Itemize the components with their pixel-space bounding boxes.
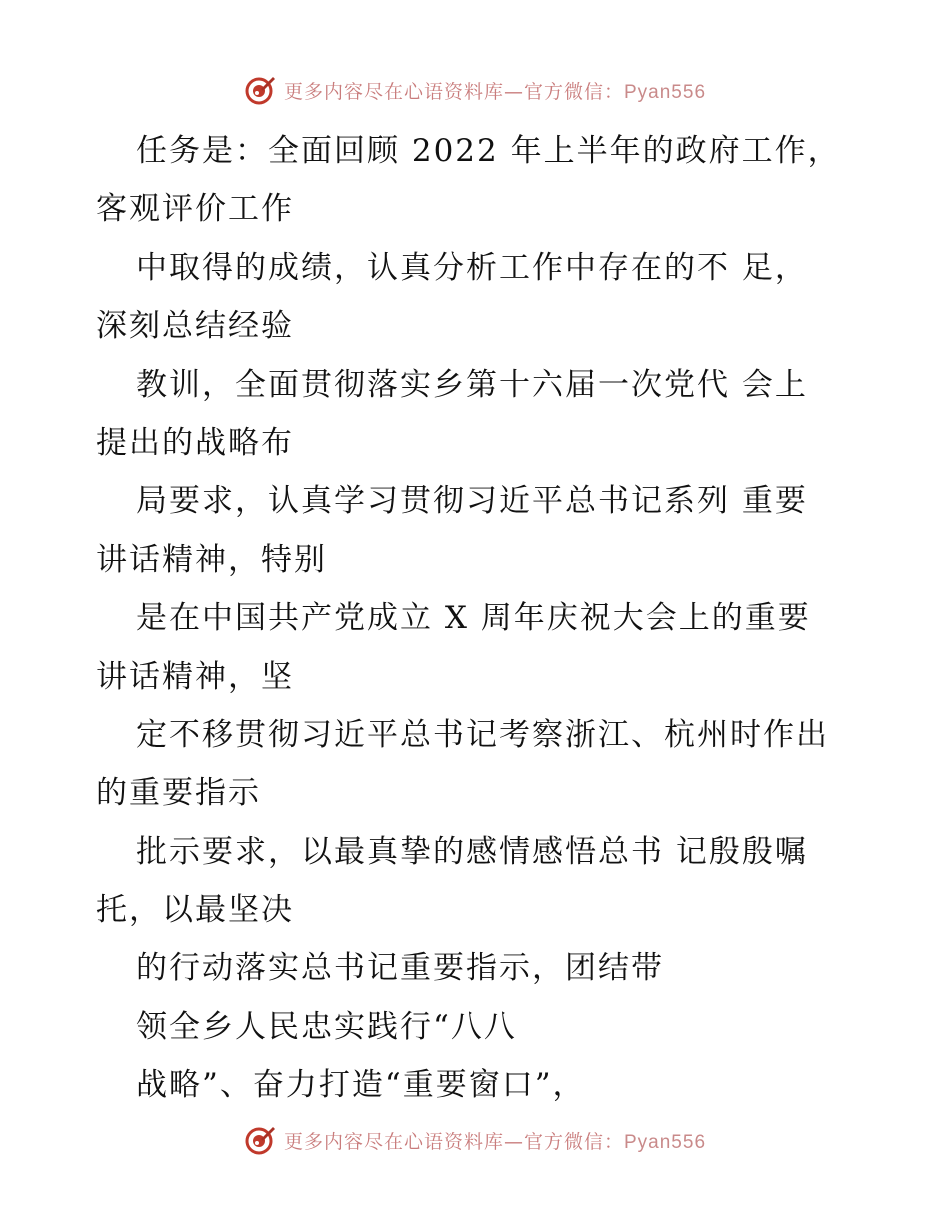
text-line: 任务是：全面回顾 2022 年上半年的政府工作， (136, 133, 841, 169)
text-line: 战略”、奋力打造“重要窗口”， (136, 1067, 586, 1104)
watermark-main-text: 更多内容尽在心语资料库—官方微信： (283, 1130, 624, 1153)
text-line: 托，以最坚决 (96, 892, 294, 929)
brand-logo-icon (244, 1124, 276, 1156)
text-line: 讲话精神，坚 (96, 658, 294, 695)
watermark-main-text: 更多内容尽在心语资料库—官方微信： (283, 80, 624, 103)
watermark-header (0, 70, 950, 110)
watermark-wechat-id: Pyan556 (624, 1131, 707, 1153)
watermark-text (284, 1127, 706, 1154)
text-line: 局要求，认真学习贯彻习近平总书记系列 重要 (136, 483, 808, 520)
text-line: 的重要指示 (96, 775, 261, 812)
brand-logo-icon (244, 74, 276, 106)
text-line: 中取得的成绩，认真分析工作中存在的不 足， (136, 249, 808, 286)
watermark-text (284, 77, 706, 104)
text-line: 讲话精神，特别 (96, 541, 327, 578)
text-line: 批示要求，以最真挚的感情感悟总书 记殷殷嘱 (136, 833, 808, 870)
watermark-wechat-id: Pyan556 (624, 81, 707, 103)
text-line: 深刻总结经验 (96, 308, 294, 345)
text-line: 提出的战略布 (96, 424, 294, 461)
text-line: 的行动落实总书记重要指示，团结带 (136, 950, 664, 987)
text-line: 是在中国共产党成立 X 周年庆祝大会上的重要 (136, 600, 811, 637)
text-line: 领全乡人民忠实践行“八八 (136, 1008, 517, 1045)
document-body (96, 122, 896, 1115)
text-line: 客观评价工作 (96, 191, 294, 228)
text-line: 定不移贯彻习近平总书记考察浙江、杭州时作出 (136, 716, 829, 753)
text-line: 教训，全面贯彻落实乡第十六届一次党代 会上 (136, 366, 808, 403)
watermark-footer (0, 1120, 950, 1160)
